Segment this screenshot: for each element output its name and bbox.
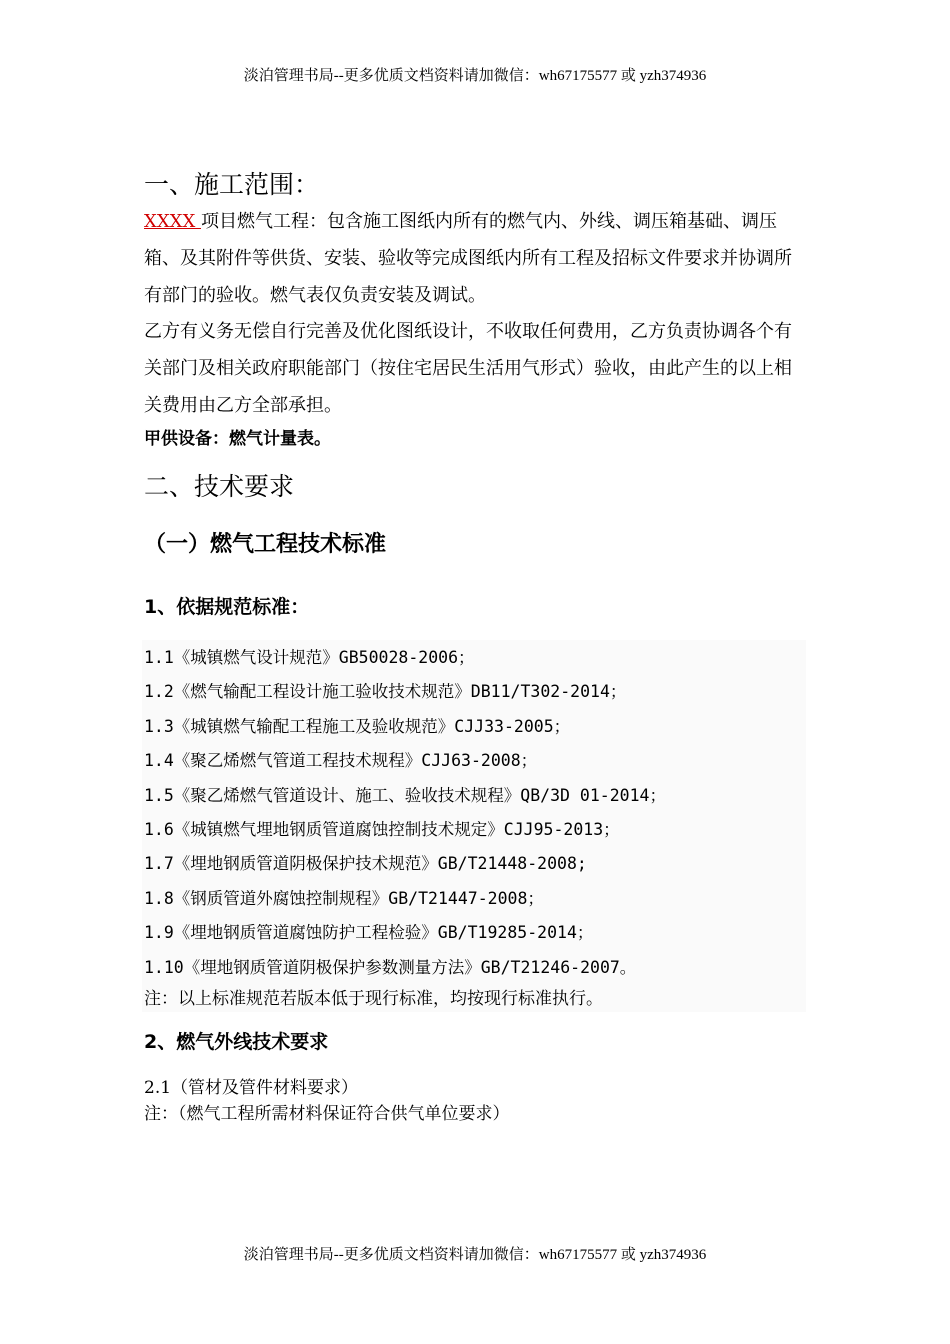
heading-standards-basis: 1、依据规范标准： <box>144 596 310 618</box>
standard-item: 1.9《埋地钢质管道腐蚀防护工程检验》GB/T19285-2014； <box>144 923 594 943</box>
item-pipe-materials-note: 注：（燃气工程所需材料保证符合供气单位要求） <box>144 1104 510 1124</box>
scope-paragraph-1 <box>144 203 806 314</box>
standard-item: 1.7《埋地钢质管道阴极保护技术规范》GB/T21448-2008; <box>144 854 587 874</box>
section-title-technical: 二、技术要求 <box>144 472 295 501</box>
scope-paragraph-2: 乙方有义务无偿自行完善及优化图纸设计，不收取任何费用，乙方负责协调各个有关部门及相关政府职能部门（按住宅居民生活用气形式）验收，由此产生的以上相关费用由乙方全部承担。 <box>144 321 792 416</box>
standard-item: 1.1《城镇燃气设计规范》GB50028-2006； <box>144 648 475 667</box>
standard-item: 1.10《埋地钢质管道阴极保护参数测量方法》GB/T21246-2007。 <box>144 957 637 977</box>
standard-item: 1.8《钢质管道外腐蚀控制规程》GB/T21447-2008； <box>144 888 544 908</box>
standard-item: 1.3《城镇燃气输配工程施工及验收规范》CJJ33-2005； <box>144 716 571 736</box>
item-pipe-materials: 2.1（管材及管件材料要求） <box>144 1078 359 1098</box>
standard-item: 1.5《聚乙烯燃气管道设计、施工、验收技术规程》QB/3D 01-2014； <box>144 785 666 805</box>
scope-paragraph-1-text: 项目燃气工程：包含施工图纸内所有的燃气内、外线、调压箱基础、调压箱、及其附件等供货、安装、验收等完成图纸内所有工程及招标文件要求并协调所有部门的验收。燃气表仅负责安装及调试。 <box>144 211 792 306</box>
heading-outer-line-requirements: 2、燃气外线技术要求 <box>144 1031 329 1053</box>
standards-list <box>144 641 666 985</box>
standard-item: 1.4《聚乙烯燃气管道工程技术规程》CJJ63-2008； <box>144 751 538 771</box>
owner-supplied-equipment: 甲供设备：燃气计量表。 <box>144 429 331 449</box>
subsection-title-gas-standards: （一）燃气工程技术标准 <box>144 532 387 557</box>
page-header: 淡泊管理书局--更多优质文档资料请加微信：wh67175577 或 yzh374936 <box>243 68 707 84</box>
standard-item: 1.2《燃气输配工程设计施工验收技术规范》DB11/T302-2014； <box>144 682 627 702</box>
standard-item: 1.6《城镇燃气埋地钢质管道腐蚀控制技术规定》CJJ95-2013； <box>144 820 620 840</box>
project-name-placeholder: XXXX <box>144 211 201 232</box>
page-footer: 淡泊管理书局--更多优质文档资料请加微信：wh67175577 或 yzh374936 <box>243 1247 707 1263</box>
standards-note: 注：以上标准规范若版本低于现行标准，均按现行标准执行。 <box>144 989 603 1009</box>
section-title-scope: 一、施工范围： <box>144 170 320 199</box>
